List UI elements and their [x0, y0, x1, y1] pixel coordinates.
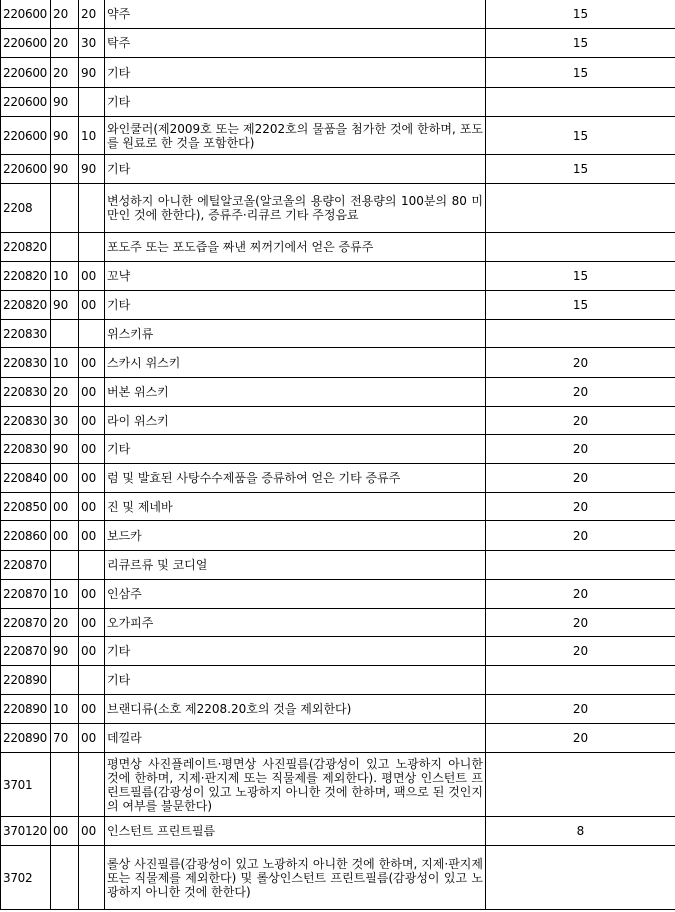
statistical-suffix-cell: 00 [79, 464, 105, 493]
tariff-rate-cell: 20 [486, 493, 675, 521]
statistical-suffix-cell: 00 [79, 817, 105, 846]
subheading-cell: 00 [51, 521, 79, 551]
hs-code-cell: 220600 [1, 58, 51, 88]
tariff-rate-cell: 20 [486, 348, 675, 378]
description-cell: 와인쿨러(제2009호 또는 제2202호의 물품을 첨가한 것에 한하며, 포도를 원료로 한 것을 포함한다) [105, 117, 486, 155]
statistical-suffix-cell: 00 [79, 609, 105, 637]
tariff-table-body [1, 0, 675, 910]
subheading-cell [51, 320, 79, 348]
statistical-suffix-cell: 00 [79, 724, 105, 753]
table-row [1, 348, 675, 378]
subheading-cell: 00 [51, 817, 79, 846]
description-cell: 오가피주 [105, 609, 486, 637]
subheading-cell [51, 551, 79, 580]
description-cell: 포도주 또는 포도즙을 짜낸 찌꺼기에서 얻은 증류주 [105, 233, 486, 262]
table-row [1, 0, 675, 29]
description-cell: 롤상 사진필름(감광성이 있고 노광하지 아니한 것에 한하며, 지제·판지제 또는 직물제를 제외한다) 및 롤상인스턴트 프린트필름(감광성이 있고 노광하지 아니한 것에 한한다) [105, 846, 486, 910]
table-row [1, 724, 675, 753]
tariff-rate-cell: 20 [486, 378, 675, 407]
table-row [1, 817, 675, 846]
description-cell: 럼 및 발효된 사탕수수제품을 증류하여 얻은 기타 증류주 [105, 464, 486, 493]
table-row [1, 637, 675, 666]
table-row [1, 407, 675, 435]
statistical-suffix-cell: 20 [79, 0, 105, 29]
tariff-rate-cell [486, 320, 675, 348]
hs-code-cell: 220890 [1, 724, 51, 753]
subheading-cell: 90 [51, 155, 79, 184]
tariff-rate-cell: 20 [486, 407, 675, 435]
tariff-rate-cell: 20 [486, 724, 675, 753]
description-cell: 보드카 [105, 521, 486, 551]
subheading-cell: 90 [51, 435, 79, 464]
statistical-suffix-cell: 90 [79, 155, 105, 184]
tariff-rate-cell: 15 [486, 58, 675, 88]
hs-code-cell: 220890 [1, 666, 51, 695]
statistical-suffix-cell: 00 [79, 291, 105, 320]
tariff-rate-cell [486, 846, 675, 910]
statistical-suffix-cell [79, 233, 105, 262]
hs-code-cell: 220820 [1, 291, 51, 320]
description-cell: 라이 위스키 [105, 407, 486, 435]
description-cell: 기타 [105, 435, 486, 464]
statistical-suffix-cell: 00 [79, 378, 105, 407]
hs-code-cell: 220870 [1, 580, 51, 609]
statistical-suffix-cell: 00 [79, 580, 105, 609]
description-cell: 기타 [105, 291, 486, 320]
statistical-suffix-cell: 00 [79, 695, 105, 724]
statistical-suffix-cell [79, 753, 105, 817]
subheading-cell: 10 [51, 695, 79, 724]
hs-code-cell: 2208 [1, 184, 51, 233]
subheading-cell: 90 [51, 88, 79, 117]
hs-code-cell: 220830 [1, 348, 51, 378]
description-cell: 변성하지 아니한 에틸알코올(알코올의 용량이 전용량의 100분의 80 미만인 것에 한한다), 증류주·리큐르 기타 주정음료 [105, 184, 486, 233]
statistical-suffix-cell [79, 551, 105, 580]
description-cell: 인삼주 [105, 580, 486, 609]
table-row [1, 88, 675, 117]
description-cell: 기타 [105, 637, 486, 666]
table-row [1, 580, 675, 609]
hs-code-cell: 220820 [1, 262, 51, 291]
subheading-cell: 10 [51, 262, 79, 291]
subheading-cell: 20 [51, 378, 79, 407]
statistical-suffix-cell [79, 320, 105, 348]
hs-code-cell: 220870 [1, 551, 51, 580]
hs-code-cell: 370120 [1, 817, 51, 846]
table-row [1, 233, 675, 262]
subheading-cell: 70 [51, 724, 79, 753]
statistical-suffix-cell: 10 [79, 117, 105, 155]
table-row [1, 435, 675, 464]
subheading-cell: 20 [51, 29, 79, 58]
description-cell: 진 및 제네바 [105, 493, 486, 521]
tariff-rate-cell: 20 [486, 695, 675, 724]
hs-code-cell: 220600 [1, 117, 51, 155]
table-row [1, 378, 675, 407]
subheading-cell: 30 [51, 407, 79, 435]
table-row [1, 117, 675, 155]
description-cell: 데낄라 [105, 724, 486, 753]
tariff-rate-cell [486, 233, 675, 262]
statistical-suffix-cell: 00 [79, 435, 105, 464]
subheading-cell [51, 753, 79, 817]
hs-code-cell: 220850 [1, 493, 51, 521]
tariff-rate-cell: 20 [486, 435, 675, 464]
description-cell: 스카시 위스키 [105, 348, 486, 378]
table-row [1, 29, 675, 58]
description-cell: 기타 [105, 666, 486, 695]
description-cell: 평면상 사진플레이트·평면상 사진필름(감광성이 있고 노광하지 아니한 것에 한하며, 지제·판지제 또는 직물제를 제외한다). 평면상 인스턴트 프린트필름(감광성이 있고 노광하지 아니한 것에 한하며, 팩으로 된 것인지의 여부를 불문한다) [105, 753, 486, 817]
table-row [1, 262, 675, 291]
statistical-suffix-cell [79, 666, 105, 695]
hs-code-cell: 220870 [1, 609, 51, 637]
statistical-suffix-cell: 30 [79, 29, 105, 58]
table-row [1, 464, 675, 493]
table-row [1, 666, 675, 695]
subheading-cell: 00 [51, 464, 79, 493]
table-row [1, 155, 675, 184]
tariff-rate-cell: 15 [486, 117, 675, 155]
table-row [1, 320, 675, 348]
description-cell: 브랜디류(소호 제2208.20호의 것을 제외한다) [105, 695, 486, 724]
hs-code-cell: 220830 [1, 435, 51, 464]
table-row [1, 609, 675, 637]
hs-code-cell: 3702 [1, 846, 51, 910]
table-row [1, 291, 675, 320]
tariff-rate-cell [486, 184, 675, 233]
tariff-rate-cell [486, 551, 675, 580]
subheading-cell: 00 [51, 493, 79, 521]
description-cell: 위스키류 [105, 320, 486, 348]
description-cell: 기타 [105, 88, 486, 117]
hs-code-cell: 220820 [1, 233, 51, 262]
table-row [1, 846, 675, 910]
tariff-rate-cell: 15 [486, 262, 675, 291]
hs-code-cell: 220830 [1, 407, 51, 435]
subheading-cell [51, 233, 79, 262]
tariff-rate-cell: 15 [486, 155, 675, 184]
tariff-rate-cell [486, 753, 675, 817]
tariff-rate-cell: 20 [486, 609, 675, 637]
tariff-rate-cell [486, 88, 675, 117]
statistical-suffix-cell: 00 [79, 407, 105, 435]
tariff-rate-cell: 8 [486, 817, 675, 846]
tariff-rate-cell: 20 [486, 464, 675, 493]
table-row [1, 695, 675, 724]
tariff-rate-cell: 20 [486, 521, 675, 551]
subheading-cell: 90 [51, 291, 79, 320]
description-cell: 리큐르류 및 코디얼 [105, 551, 486, 580]
statistical-suffix-cell [79, 846, 105, 910]
tariff-rate-cell: 20 [486, 637, 675, 666]
tariff-rate-cell: 15 [486, 0, 675, 29]
table-row [1, 521, 675, 551]
table-row [1, 551, 675, 580]
table-row [1, 58, 675, 88]
statistical-suffix-cell: 90 [79, 58, 105, 88]
table-row [1, 493, 675, 521]
description-cell: 꼬냑 [105, 262, 486, 291]
subheading-cell: 90 [51, 117, 79, 155]
hs-code-cell: 220890 [1, 695, 51, 724]
tariff-rate-cell: 15 [486, 291, 675, 320]
tariff-rate-cell: 15 [486, 29, 675, 58]
subheading-cell [51, 184, 79, 233]
hs-code-cell: 220840 [1, 464, 51, 493]
statistical-suffix-cell: 00 [79, 348, 105, 378]
hs-code-cell: 220600 [1, 29, 51, 58]
description-cell: 버본 위스키 [105, 378, 486, 407]
table-row [1, 184, 675, 233]
statistical-suffix-cell [79, 88, 105, 117]
subheading-cell: 90 [51, 637, 79, 666]
description-cell: 인스턴트 프린트필름 [105, 817, 486, 846]
tariff-rate-cell: 20 [486, 580, 675, 609]
table-row [1, 753, 675, 817]
description-cell: 탁주 [105, 29, 486, 58]
statistical-suffix-cell: 00 [79, 637, 105, 666]
hs-code-cell: 220860 [1, 521, 51, 551]
subheading-cell [51, 666, 79, 695]
hs-code-cell: 220600 [1, 88, 51, 117]
hs-code-cell: 220870 [1, 637, 51, 666]
hs-code-cell: 3701 [1, 753, 51, 817]
subheading-cell: 10 [51, 348, 79, 378]
subheading-cell: 20 [51, 0, 79, 29]
statistical-suffix-cell: 00 [79, 493, 105, 521]
hs-code-cell: 220600 [1, 155, 51, 184]
description-cell: 약주 [105, 0, 486, 29]
hs-code-cell: 220830 [1, 378, 51, 407]
statistical-suffix-cell: 00 [79, 262, 105, 291]
statistical-suffix-cell: 00 [79, 521, 105, 551]
tariff-rate-cell [486, 666, 675, 695]
description-cell: 기타 [105, 58, 486, 88]
subheading-cell: 10 [51, 580, 79, 609]
subheading-cell [51, 846, 79, 910]
subheading-cell: 20 [51, 609, 79, 637]
description-cell: 기타 [105, 155, 486, 184]
hs-code-cell: 220830 [1, 320, 51, 348]
subheading-cell: 20 [51, 58, 79, 88]
hs-code-cell: 220600 [1, 0, 51, 29]
statistical-suffix-cell [79, 184, 105, 233]
